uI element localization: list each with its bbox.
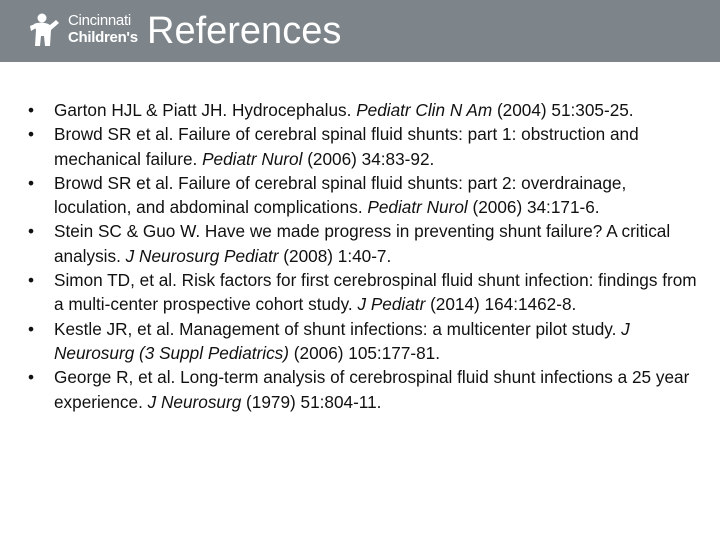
bullet: •: [28, 221, 35, 242]
bullet: •: [28, 100, 35, 120]
logo-wordmark: [68, 12, 138, 46]
reference-journal: Pediatr Nurol: [202, 148, 303, 169]
header-bar: [0, 0, 720, 62]
bullet: •: [28, 124, 35, 145]
reference-citation: (2006) 34:171-6.: [472, 197, 600, 218]
reference-item: [28, 98, 698, 122]
reference-item: [28, 365, 698, 414]
logo-line2: Children's: [68, 29, 138, 46]
reference-authors: Stein SC & Guo W. Have we made progress in preventing shunt failure? A critical analysis.: [54, 221, 671, 266]
reference-authors: Browd SR et al. Failure of cerebral spinal fluid shunts: part 2: overdrainage, loculation, and abdominal complications.: [54, 172, 627, 218]
reference-journal: J Neurosurg: [147, 391, 242, 412]
reference-journal: Pediatr Clin N Am: [356, 100, 493, 120]
reference-citation: (2014) 164:1462-8.: [430, 294, 577, 315]
reference-citation: (1979) 51:804-11.: [246, 391, 382, 412]
bullet: •: [28, 367, 35, 388]
reference-journal: J Neurosurg (3 Suppl Pediatrics): [54, 318, 630, 363]
reference-item: [28, 219, 698, 268]
reference-item: [28, 122, 698, 171]
reference-citation: (2006) 34:83-92.: [307, 148, 435, 169]
cincinnati-childrens-logo: [26, 12, 136, 48]
reference-authors: Browd SR et al. Failure of cerebral spinal fluid shunts: part 1: obstruction and mechanical failure.: [54, 124, 639, 169]
reference-authors: Kestle JR, et al. Management of shunt infections: a multicenter pilot study.: [54, 318, 617, 339]
reference-authors: Garton HJL & Piatt JH. Hydrocephalus.: [54, 100, 352, 120]
reference-citation: (2008) 1:40-7.: [283, 245, 392, 266]
logo-line1: Cincinnati: [68, 12, 131, 29]
reference-list: [28, 98, 698, 414]
reference-citation: (2004) 51:305-25.: [496, 100, 634, 120]
bullet: •: [28, 270, 35, 291]
reference-journal: J Pediatr: [357, 294, 426, 315]
reference-journal: Pediatr Nurol: [367, 197, 468, 218]
reference-authors: George R, et al. Long-term analysis of cerebrospinal fluid shunt infections a 25 year experience.: [54, 367, 690, 412]
bullet: •: [28, 172, 35, 193]
reference-item: [28, 171, 698, 220]
bullet: •: [28, 318, 35, 339]
reference-item: [28, 268, 698, 317]
reference-citation: (2006) 105:177-81.: [293, 342, 440, 363]
reference-journal: J Neurosurg Pediatr: [125, 245, 279, 266]
page-title: References: [147, 10, 342, 52]
reference-item: [28, 317, 698, 366]
reference-authors: Simon TD, et al. Risk factors for first cerebrospinal fluid shunt infection: findings from a multi-center prospective cohort study.: [54, 270, 697, 315]
child-figure-icon: [26, 12, 66, 48]
